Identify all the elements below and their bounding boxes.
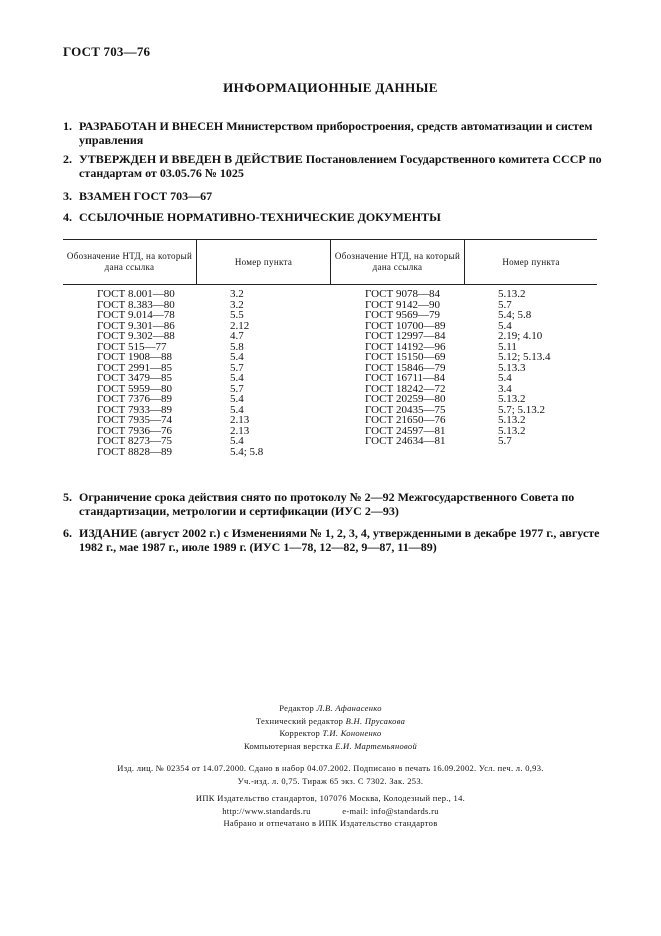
table-cell-doc: ГОСТ 3479—85 — [97, 372, 172, 384]
table-cell-point: 4.7 — [230, 330, 244, 342]
table-cell-point: 5.7; 5.13.2 — [498, 403, 546, 416]
table-header-cell: Номер пункта — [234, 256, 293, 267]
table-cell-doc: ГОСТ 10700—89 — [365, 319, 446, 332]
table-cell-point: 5.5 — [230, 309, 244, 321]
publisher-line: ИПК Издательство стандартов, 107076 Москва, Колодезный пер., 14. — [195, 793, 466, 803]
table-cell-doc: ГОСТ 20259—80 — [365, 393, 446, 405]
table-cell-doc: ГОСТ 15846—79 — [365, 361, 446, 374]
table-cell-doc: ГОСТ 8.383—80 — [97, 298, 175, 311]
table-cell-point: 3.4 — [498, 382, 512, 395]
item-lead: ВЗАМЕН ГОСТ 703—67 — [79, 189, 213, 203]
table-cell-doc: ГОСТ 7376—89 — [97, 393, 172, 405]
table-cell-point: 5.4 — [230, 372, 244, 384]
credit-name: Л.В. Афанасенко — [316, 703, 382, 713]
table-body — [63, 285, 597, 485]
table-header-cell: Обозначение НТД, на который дана ссылка — [66, 251, 193, 272]
credit-line — [0, 715, 661, 728]
left-docs-column — [97, 289, 175, 457]
table-cell-doc: ГОСТ 7935—74 — [97, 414, 172, 426]
left-points-column — [230, 289, 263, 457]
table-cell-point: 5.4; 5.8 — [498, 309, 532, 321]
publisher-line: Набрано и отпечатано в ИПК Издательство стандартов — [223, 818, 438, 828]
table-cell-point: 5.7 — [498, 435, 512, 447]
item-text: Министерством приборостроения, средств автоматизации и систем управления — [79, 119, 593, 147]
credits-block — [0, 702, 661, 752]
table-cell-doc: ГОСТ 21650—76 — [365, 414, 446, 426]
credit-label: Редактор — [279, 703, 315, 713]
credit-line — [0, 702, 661, 715]
table-cell-doc: ГОСТ 7936—76 — [97, 424, 172, 437]
table-cell-doc: ГОСТ 14192—96 — [365, 340, 446, 353]
item-lead: ССЫЛОЧНЫЕ НОРМАТИВНО-ТЕХНИЧЕСКИЕ ДОКУМЕНТЫ — [79, 210, 441, 224]
table-cell-point: 5.13.2 — [498, 288, 526, 300]
table-cell-point: 5.13.2 — [498, 424, 526, 437]
table-cell-point: 2.13 — [230, 414, 250, 426]
table-cell-doc: ГОСТ 8.001—80 — [97, 288, 175, 300]
table-cell-doc: ГОСТ 2991—85 — [97, 361, 172, 374]
table-cell-doc: ГОСТ 8828—89 — [97, 445, 172, 458]
table-cell-point: 5.4 — [230, 393, 244, 405]
item-text: Постановлением Государственного комитета СССР по стандартам от 03.05.76 № 1025 — [79, 152, 602, 180]
table-cell-point: 3.2 — [230, 288, 244, 300]
table-cell-point: 2.13 — [230, 424, 250, 437]
table-cell-doc: ГОСТ 9142—90 — [365, 298, 440, 311]
table-cell-doc: ГОСТ 515—77 — [97, 340, 167, 353]
item-number: 6. — [63, 526, 72, 540]
table-cell-point: 5.4 — [498, 372, 512, 384]
publisher-line: http://www.standards.ru e-mail: info@standards.ru — [222, 805, 439, 816]
table-cell-point: 5.4 — [498, 319, 512, 332]
table-cell-point: 5.4; 5.8 — [230, 445, 264, 458]
table-cell-doc: ГОСТ 9.302—88 — [97, 330, 175, 342]
item-number: 5. — [63, 490, 72, 504]
list-item — [63, 152, 608, 180]
table-cell-point: 5.8 — [230, 340, 244, 353]
table-cell-doc: ГОСТ 15150—69 — [365, 351, 446, 363]
table-cell-doc: ГОСТ 8273—75 — [97, 435, 172, 447]
table-cell-doc: ГОСТ 9569—79 — [365, 309, 440, 321]
reference-table — [63, 239, 597, 485]
right-docs-column — [365, 289, 445, 447]
table-cell-point: 5.12; 5.13.4 — [498, 351, 551, 363]
credit-name: Т.И. Кононенко — [322, 728, 382, 738]
credit-label: Технический редактор — [255, 715, 344, 726]
credit-line — [0, 740, 661, 753]
credit-name: Е.И. Мартемьяновой — [335, 740, 418, 751]
list-item — [63, 119, 608, 147]
table-cell-doc: ГОСТ 24634—81 — [365, 435, 446, 447]
imprint-line: Изд. лиц. № 02354 от 14.07.2000. Сдано в набор 04.07.2002. Подписано в печать 16.09.2002. Усл. печ. л. 0,93. — [117, 763, 544, 773]
table-cell-doc: ГОСТ 9.301—86 — [97, 319, 175, 332]
imprint-line: Уч.-изд. л. 0,75. Тираж 65 экз. С 7302. Зак. 253. — [237, 775, 424, 786]
table-cell-doc: ГОСТ 12997—84 — [365, 330, 446, 342]
table-cell-point: 5.4 — [230, 403, 244, 416]
list-item — [63, 210, 608, 224]
item-lead: ИЗДАНИЕ (август 2002 г.) с Изменениями № 1, 2, 3, 4, утвержденными в декабре 1977 г., августе 1982 г., мае 1987 г., июле 1989 г. (ИУС 1—78, 12—82, 9—87, 11—89) — [79, 526, 600, 554]
table-cell-point: 5.13.3 — [498, 361, 526, 374]
table-cell-point: 2.12 — [230, 319, 250, 332]
table-header-cell: Номер пункта — [502, 256, 560, 267]
table-cell-point: 5.13.2 — [498, 414, 526, 426]
table-cell-point: 5.11 — [498, 340, 517, 353]
item-lead: УТВЕРЖДЕН И ВВЕДЕН В ДЕЙСТВИЕ — [79, 152, 303, 166]
item-number: 1. — [63, 119, 72, 133]
table-cell-doc: ГОСТ 1908—88 — [97, 351, 172, 363]
list-item — [63, 189, 608, 203]
list-item — [63, 490, 608, 518]
publisher-block — [0, 792, 661, 830]
table-cell-doc: ГОСТ 5959—80 — [97, 382, 172, 395]
table-cell-doc: ГОСТ 18242—72 — [365, 382, 446, 395]
table-cell-point: 5.13.2 — [498, 393, 526, 405]
document-header: ГОСТ 703—76 — [63, 44, 151, 59]
table-cell-doc: ГОСТ 20435—75 — [365, 403, 446, 416]
table-header — [63, 239, 597, 285]
imprint-block — [0, 762, 661, 787]
table-cell-point: 3.2 — [230, 298, 244, 311]
list-item — [63, 526, 608, 554]
item-number: 4. — [63, 210, 72, 224]
table-cell-doc: ГОСТ 9.014—78 — [97, 309, 175, 321]
table-header-cell: Обозначение НТД, на который дана ссылка — [334, 251, 461, 272]
item-lead: Ограничение срока действия снято по протоколу № 2—92 Межгосударственного Совета по стандартизации, метрологии и сертификации (ИУС 2—93) — [79, 490, 575, 518]
credit-name: В.Н. Прусакова — [345, 715, 406, 726]
item-lead: РАЗРАБОТАН И ВНЕСЕН — [79, 119, 224, 133]
credit-label: Корректор — [279, 728, 321, 738]
credit-label: Компьютерная верстка — [243, 740, 333, 751]
item-number: 2. — [63, 152, 72, 166]
table-cell-point: 5.4 — [230, 351, 244, 363]
table-cell-point: 2.19; 4.10 — [498, 330, 543, 342]
credit-line — [0, 727, 661, 740]
table-cell-doc: ГОСТ 16711—84 — [365, 372, 446, 384]
table-cell-doc: ГОСТ 7933—89 — [97, 403, 172, 416]
page-title: ИНФОРМАЦИОННЫЕ ДАННЫЕ — [223, 80, 438, 95]
table-cell-doc: ГОСТ 9078—84 — [365, 288, 440, 300]
table-cell-doc: ГОСТ 24597—81 — [365, 424, 446, 437]
table-cell-point: 5.7 — [230, 361, 244, 374]
right-points-column — [498, 289, 551, 447]
table-cell-point: 5.7 — [230, 382, 244, 395]
table-cell-point: 5.7 — [498, 298, 512, 311]
item-number: 3. — [63, 189, 72, 203]
table-cell-point: 5.4 — [230, 435, 244, 447]
